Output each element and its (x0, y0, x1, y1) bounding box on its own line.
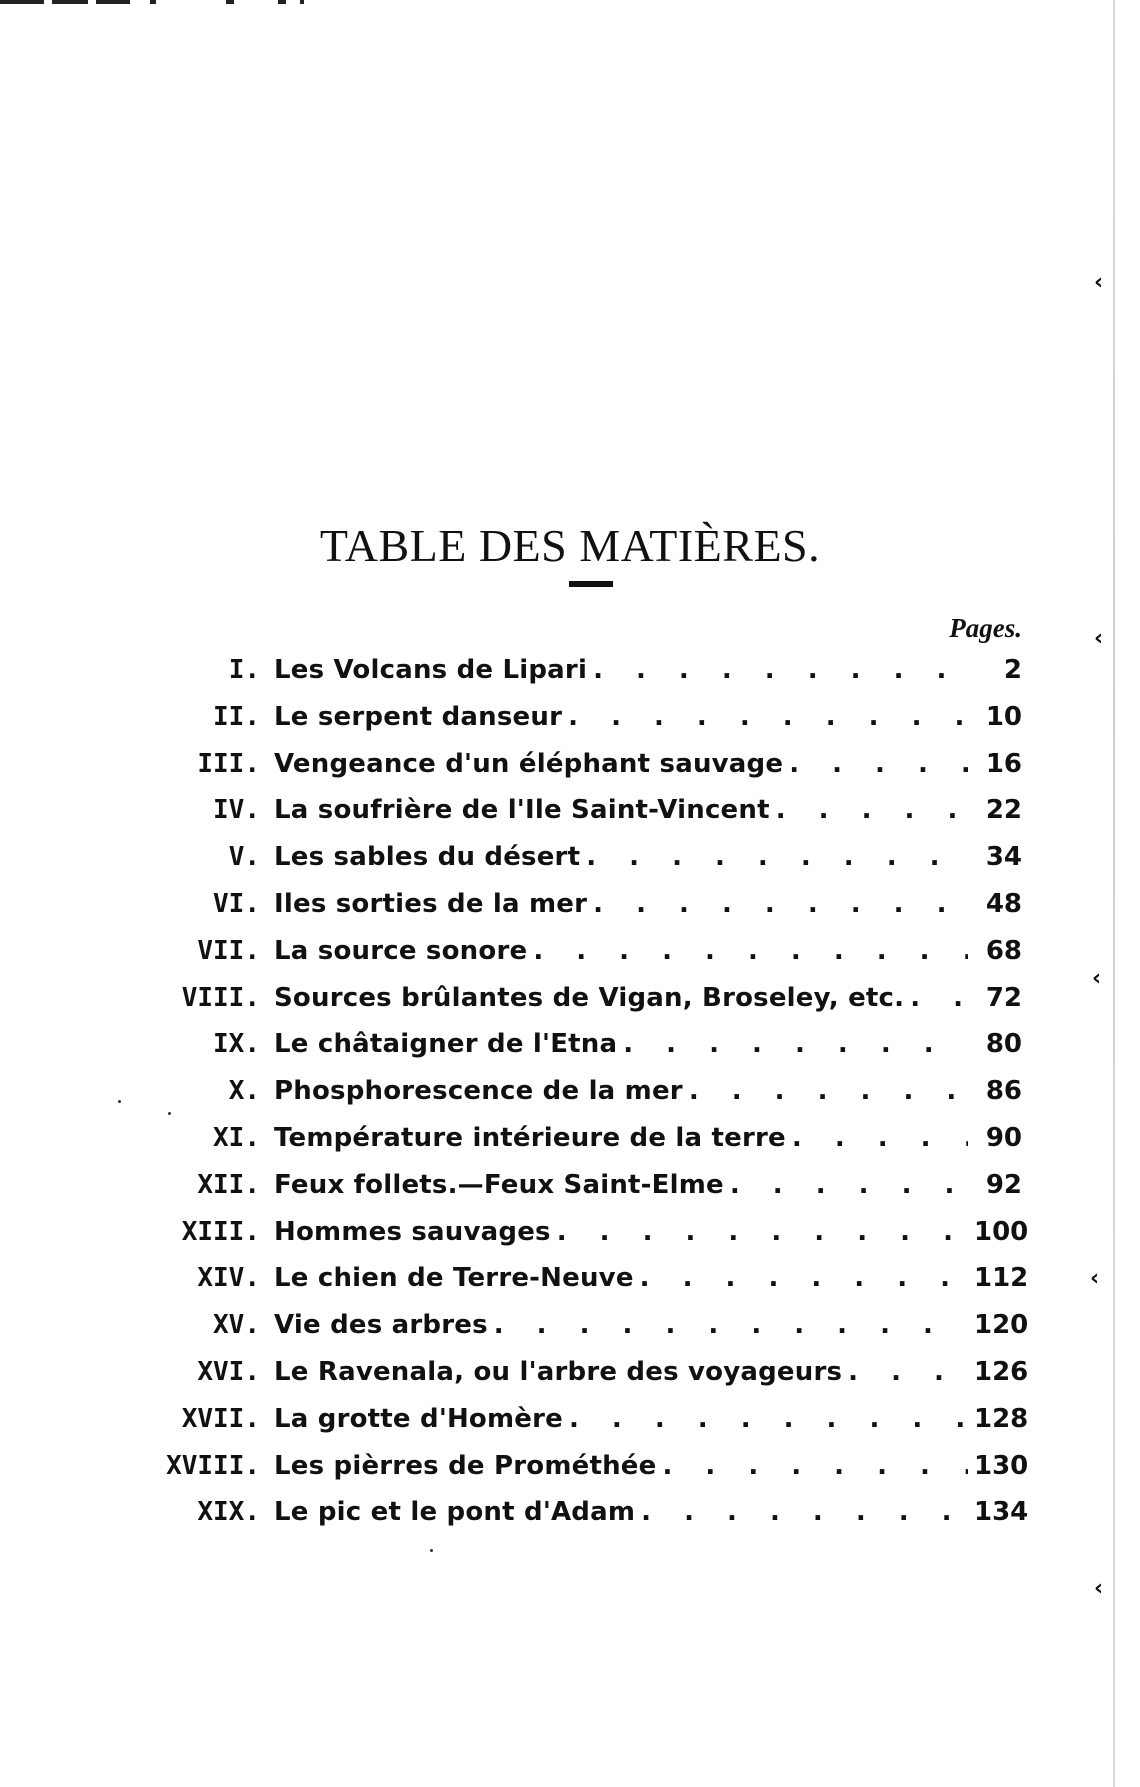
toc-entry (150, 936, 1022, 983)
chapter-numeral: XVIII. (166, 1450, 260, 1481)
toc-entry (150, 702, 1022, 749)
dot-leader (792, 1123, 968, 1153)
chapter-title: Les Volcans de Lipari (274, 655, 588, 685)
chapter-numeral: I. (228, 655, 260, 685)
scan-speck (118, 1100, 121, 1103)
chapter-numeral: IX. (213, 1029, 260, 1060)
chapter-title: Les pièrres de Prométhée (274, 1450, 657, 1481)
chapter-page-number: 112 (974, 1263, 1029, 1294)
edge-mark-icon: ‹ (1092, 966, 1102, 991)
chapter-numeral: X. (228, 1076, 260, 1107)
chapter-numeral: III. (197, 748, 260, 779)
toc-entry (150, 842, 1022, 889)
pages-column-header: Pages. (949, 613, 1022, 643)
chapter-title: La grotte d'Homère (274, 1403, 563, 1434)
edge-mark-icon: ‹ (1094, 626, 1104, 651)
toc-entry (150, 1497, 1029, 1544)
chapter-page-number: 2 (1003, 655, 1022, 685)
toc-entry (150, 1170, 1022, 1217)
chapter-numeral: IV. (213, 795, 260, 826)
chapter-page-number: 130 (974, 1450, 1029, 1481)
page-title: TABLE DES MATIÈRES. (319, 519, 821, 571)
dot-leader (593, 655, 968, 685)
toc-entry (150, 1029, 1022, 1076)
chapter-title: Le châtaigner de l'Etna (274, 1029, 618, 1060)
chapter-page-number: 48 (985, 888, 1022, 919)
dot-leader (848, 1357, 968, 1387)
chapter-numeral: XIV. (197, 1263, 260, 1294)
chapter-title: Le serpent danseur (274, 701, 563, 732)
chapter-numeral: XI. (213, 1122, 260, 1153)
toc-entry (150, 795, 1022, 842)
chapter-numeral: XII. (197, 1169, 260, 1200)
dot-leader (910, 983, 968, 1013)
chapter-title: Vengeance d'un éléphant sauvage (274, 748, 784, 779)
toc-entry (150, 983, 1022, 1030)
toc-entry (150, 1310, 1029, 1357)
toc-entry (150, 889, 1022, 936)
chapter-numeral: XIX. (197, 1497, 260, 1528)
dot-leader (689, 1076, 968, 1106)
chapter-page-number: 86 (985, 1076, 1022, 1107)
edge-mark-icon: ‹ (1090, 1266, 1100, 1291)
chapter-page-number: 10 (985, 701, 1022, 732)
dot-leader (593, 889, 968, 919)
title-rule (569, 581, 613, 587)
edge-mark-icon: ‹ (1094, 1576, 1104, 1601)
chapter-page-number: 92 (985, 1169, 1022, 1200)
chapter-title: Le Ravenala, ou l'arbre des voyageurs (274, 1356, 843, 1387)
dot-leader (557, 1217, 968, 1247)
scan-artifact-top (0, 0, 340, 6)
dot-leader (494, 1310, 968, 1340)
toc-entry (150, 655, 1022, 702)
dot-leader (568, 702, 968, 732)
chapter-title: Hommes sauvages (274, 1216, 551, 1247)
toc-entry (150, 1403, 1029, 1451)
edge-mark-icon: ‹ (1094, 270, 1104, 295)
chapter-page-number: 90 (985, 1122, 1022, 1153)
dot-leader (730, 1170, 968, 1200)
chapter-title: Feux follets.—Feux Saint-Elme (274, 1169, 724, 1200)
toc-entry (150, 1263, 1029, 1310)
chapter-page-number: 72 (985, 982, 1022, 1013)
dot-leader (569, 1404, 968, 1434)
chapter-title: Les sables du désert (274, 842, 581, 873)
chapter-numeral: II. (213, 701, 260, 732)
chapter-numeral: XV. (213, 1310, 260, 1341)
chapter-numeral: XVI. (197, 1356, 260, 1387)
toc-entry (150, 1076, 1022, 1123)
chapter-title: Le chien de Terre-Neuve (274, 1263, 634, 1294)
scan-speck (430, 1549, 433, 1552)
toc-entry (150, 1356, 1029, 1404)
dot-leader (533, 936, 968, 966)
chapter-page-number: 128 (974, 1403, 1029, 1434)
toc-entry (150, 1123, 1022, 1170)
chapter-title: La soufrière de l'Ile Saint-Vincent (274, 795, 770, 826)
toc-entry (150, 749, 1022, 796)
chapter-page-number: 68 (985, 935, 1022, 966)
table-of-contents (150, 655, 1029, 1544)
chapter-title: Température intérieure de la terre (274, 1122, 786, 1153)
dot-leader (789, 749, 968, 779)
chapter-title: Phosphorescence de la mer (274, 1076, 683, 1107)
chapter-title: Le pic et le pont d'Adam (274, 1497, 636, 1528)
dot-leader (776, 795, 968, 825)
chapter-title: Vie des arbres (274, 1310, 488, 1341)
chapter-page-number: 120 (974, 1310, 1029, 1341)
chapter-numeral: XVII. (181, 1403, 260, 1434)
chapter-page-number: 80 (985, 1029, 1022, 1060)
chapter-page-number: 16 (985, 748, 1022, 779)
dot-leader (640, 1263, 968, 1293)
chapter-page-number: 100 (974, 1216, 1029, 1247)
chapter-title: Iles sorties de la mer (274, 888, 588, 919)
chapter-title: La source sonore (274, 935, 528, 966)
dot-leader (662, 1451, 968, 1481)
chapter-page-number: 34 (985, 842, 1022, 873)
chapter-numeral: VIII. (181, 982, 260, 1013)
chapter-title: Sources brûlantes de Vigan, Broseley, etc. (274, 982, 905, 1013)
toc-entry (150, 1216, 1029, 1264)
dot-leader (586, 842, 968, 872)
chapter-numeral: VI. (213, 888, 260, 919)
page-edge-line (1113, 0, 1115, 1787)
chapter-page-number: 134 (974, 1497, 1029, 1528)
toc-entry (150, 1450, 1029, 1498)
dot-leader (623, 1029, 968, 1059)
chapter-numeral: VII. (197, 935, 260, 966)
chapter-page-number: 126 (974, 1356, 1029, 1387)
chapter-numeral: XIII. (181, 1216, 260, 1247)
chapter-numeral: V. (228, 842, 260, 873)
dot-leader (641, 1497, 968, 1527)
chapter-page-number: 22 (985, 795, 1022, 826)
